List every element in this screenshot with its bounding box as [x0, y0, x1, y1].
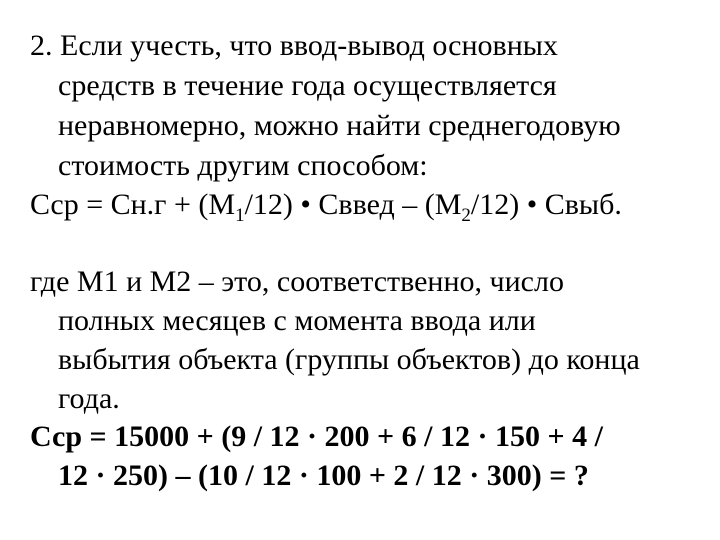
paragraph2-line-1: где М1 и М2 – это, соответственно, число	[30, 265, 564, 298]
paragraph2-line-4: года.	[58, 382, 120, 415]
paragraph1-line-2: средств в течение года осуществляется	[58, 69, 557, 102]
paragraph1-line-1	[30, 28, 558, 64]
paragraph2-line-2: полных месяцев с момента ввода или	[58, 304, 536, 337]
paragraph2-line-3: выбытия объекта (группы объектов) до конца	[58, 343, 640, 376]
formula-part-2: /12) • Сввед – (М	[244, 188, 462, 221]
formula-subscript-2: 2	[461, 205, 471, 226]
formula-part-3: /12) • Свыб.	[470, 188, 622, 221]
paragraph1-line-1-text: 2. Если учесть, что ввод-вывод основных	[30, 29, 558, 62]
formula-subscript-1: 1	[235, 205, 245, 226]
paragraph1-line-4: стоимость другим способом:	[58, 149, 428, 182]
calculation-line-2: 12 · 250) – (10 / 12 · 100 + 2 / 12 · 300) = ?	[58, 459, 589, 492]
paragraph1-line-3: неравномерно, можно найти среднегодовую	[58, 109, 621, 142]
average-cost-formula	[30, 187, 622, 226]
calculation-line-1: Сср = 15000 + (9 / 12 · 200 + 6 / 12 · 150 + 4 /	[30, 420, 603, 453]
formula-part-1: Сср = Сн.г + (М	[30, 188, 236, 221]
